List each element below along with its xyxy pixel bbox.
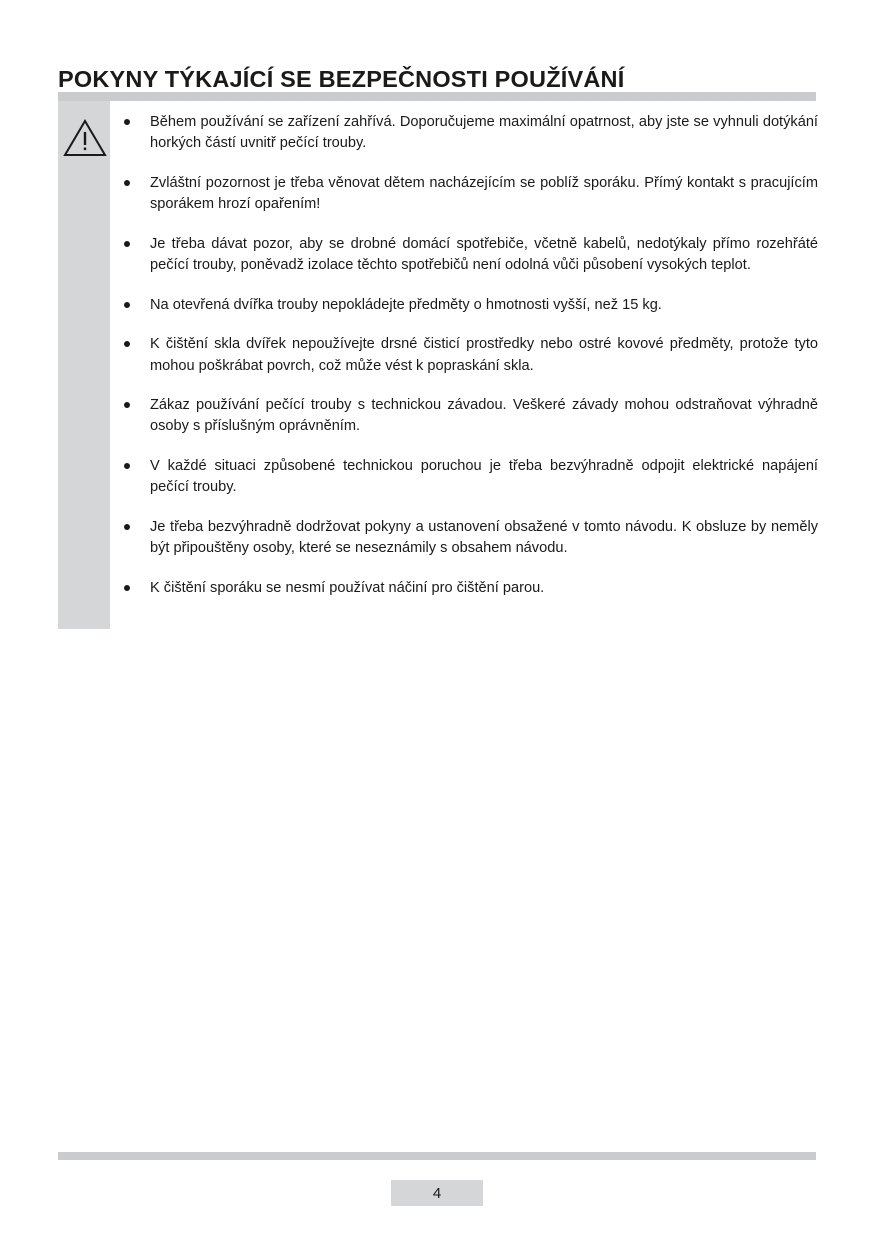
- list-item: [118, 517, 818, 560]
- title-divider: [58, 92, 816, 101]
- list-item-text: Na otevřená dvířka trouby nepokládejte předměty o hmotnosti vyšší, než 15 kg.: [150, 296, 662, 313]
- bullet-icon: [124, 119, 130, 125]
- list-item: [118, 578, 818, 599]
- sidebar-accent-bar: [58, 101, 110, 629]
- list-item-text: Zvláštní pozornost je třeba věnovat dětem nacházejícím se poblíž sporáku. Přímý kontakt s pracujícím sporákem hrozí opařením!: [150, 174, 818, 213]
- footer-divider: [58, 1152, 816, 1160]
- list-item: [118, 234, 818, 277]
- list-item: [118, 395, 818, 438]
- safety-notes-content: [118, 112, 818, 599]
- list-item-text: Během používání se zařízení zahřívá. Doporučujeme maximální opatrnost, aby jste se vyhnuli dotýkání horkých částí uvnitř pečící trouby.: [150, 114, 818, 152]
- list-item-text: Zákaz používání pečící trouby s technickou závadou. Veškeré závady mohou odstraňovat výhradně osoby s příslušným oprávněním.: [150, 396, 818, 435]
- safety-notes-list: [118, 112, 818, 599]
- list-item-text: K čištění sporáku se nesmí používat náčiní pro čištění parou.: [150, 579, 545, 596]
- list-item: [118, 334, 818, 377]
- list-item: [118, 456, 818, 499]
- list-item: [118, 295, 818, 316]
- list-item: [118, 173, 818, 216]
- bullet-icon: [124, 341, 130, 347]
- list-item-text: K čištění skla dvířek nepoužívejte drsné čisticí prostředky nebo ostré kovové předměty, protože tyto mohou poškrábat povrch, což může vést k popraskání skla.: [150, 336, 818, 374]
- warning-triangle-icon: [63, 118, 107, 158]
- bullet-icon: [124, 402, 130, 408]
- list-item-text: Je třeba dávat pozor, aby se drobné domácí spotřebiče, včetně kabelů, nedotýkaly přímo rozehřáté pečící trouby, poněvadž izolace těchto spotřebičů není odolná vůči působení vysokých teplot.: [150, 235, 818, 274]
- bullet-icon: [124, 302, 130, 308]
- page-number: 4: [391, 1180, 483, 1206]
- page-title: POKYNY TÝKAJÍCÍ SE BEZPEČNOSTI POUŽÍVÁNÍ: [58, 65, 625, 92]
- bullet-icon: [124, 241, 130, 247]
- bullet-icon: [124, 180, 130, 186]
- bullet-icon: [124, 463, 130, 469]
- list-item-text: V každé situaci způsobené technickou poruchou je třeba bezvýhradně odpojit elektrické napájení pečící trouby.: [150, 457, 818, 496]
- bullet-icon: [124, 585, 130, 591]
- bullet-icon: [124, 524, 130, 530]
- list-item: [118, 112, 818, 155]
- list-item-text: Je třeba bezvýhradně dodržovat pokyny a ustanovení obsažené v tomto návodu. K obsluze by neměly být připouštěny osoby, které se neseznámily s obsahem návodu.: [150, 518, 818, 557]
